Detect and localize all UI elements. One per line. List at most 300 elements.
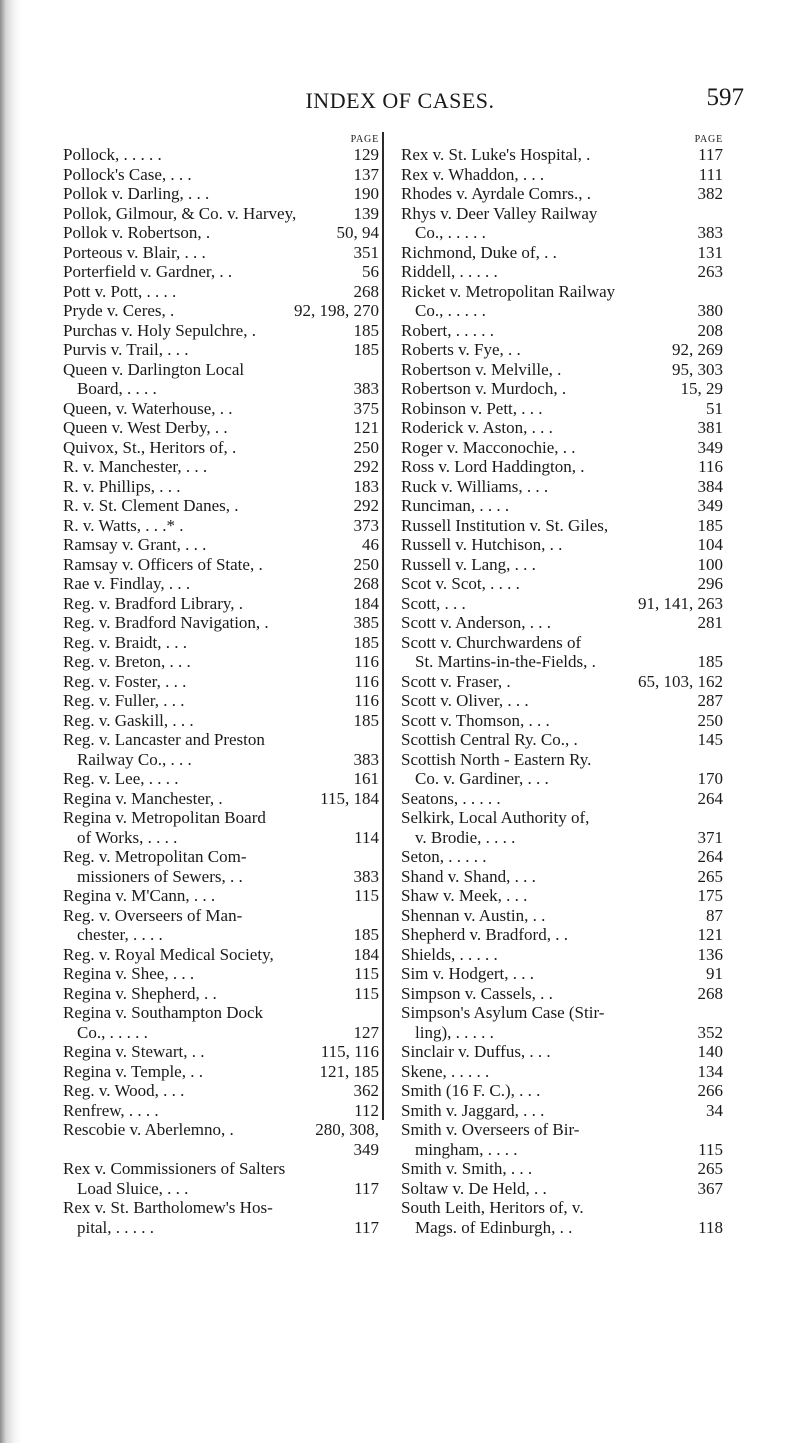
- index-entry: [401, 652, 723, 672]
- case-name: Reg. v. Gaskill, . . .: [63, 710, 194, 730]
- index-entry: [401, 906, 723, 926]
- index-entry: [63, 613, 379, 633]
- index-entry: [63, 906, 379, 926]
- page-reference: 121: [353, 418, 379, 437]
- index-entry: [63, 789, 379, 809]
- index-entry: [63, 301, 379, 321]
- index-entry: [401, 1023, 723, 1043]
- page-reference: 296: [697, 574, 723, 593]
- case-name: Regina v. Southampton Dock: [63, 1003, 264, 1022]
- page-reference: 134: [697, 1061, 723, 1081]
- index-entry: [401, 1140, 723, 1160]
- case-name: Ruck v. Williams, . . .: [401, 476, 549, 496]
- index-entry: [63, 1023, 379, 1043]
- case-name: R. v. Manchester, . . .: [63, 457, 208, 476]
- case-name: Shennan v. Austin, . .: [401, 905, 546, 925]
- page-reference: 137: [353, 164, 379, 184]
- page-reference: 161: [353, 769, 379, 788]
- page-reference: 185: [353, 710, 379, 730]
- case-name: missioners of Sewers, . .: [77, 866, 243, 886]
- page-reference: 292: [353, 496, 379, 515]
- page-reference: 50, 94: [336, 223, 379, 242]
- index-entry: [401, 165, 723, 185]
- case-name: Shields, . . . . .: [401, 944, 498, 964]
- page-reference: 115: [354, 964, 379, 983]
- index-entry: [401, 1042, 723, 1062]
- case-name: Purchas v. Holy Sepulchre, .: [63, 320, 256, 340]
- page-reference: 349: [697, 437, 723, 457]
- page-reference: 51: [706, 398, 723, 418]
- page-reference: 373: [353, 515, 379, 535]
- case-name: Reg. v. Bradford Library, .: [63, 593, 244, 613]
- case-name: v. Brodie, . . . .: [415, 827, 516, 847]
- page-reference: 281: [697, 613, 723, 632]
- case-name: mingham, . . . .: [415, 1139, 518, 1159]
- index-entry: [63, 574, 379, 594]
- case-name: Railway Co., . . .: [77, 749, 192, 769]
- case-name: Shand v. Shand, . . .: [401, 866, 536, 886]
- index-entry: [401, 984, 723, 1004]
- index-entry: [401, 477, 723, 497]
- page-reference: 250: [697, 710, 723, 730]
- page-reference: 292: [353, 457, 379, 476]
- index-entry: [63, 438, 379, 458]
- case-name: Regina v. Stewart, . .: [63, 1042, 205, 1061]
- case-name: Ramsay v. Officers of State, .: [63, 554, 263, 574]
- page-reference: 367: [697, 1178, 723, 1198]
- page-reference: 263: [697, 262, 723, 281]
- case-name: Robinson v. Pett, . . .: [401, 398, 543, 418]
- case-name: Scott v. Oliver, . . .: [401, 691, 529, 710]
- page-reference: 136: [697, 944, 723, 964]
- index-entry: [63, 691, 379, 711]
- page-reference: 139: [353, 203, 379, 223]
- case-name: Regina v. Shepherd, . .: [63, 983, 217, 1003]
- case-name: Russell v. Lang, . . .: [401, 554, 536, 574]
- index-entry: [63, 1081, 379, 1101]
- case-name: of Works, . . . .: [77, 827, 178, 847]
- index-entry: [63, 1179, 379, 1199]
- case-name: chester, . . . .: [77, 925, 163, 944]
- index-entry: [401, 594, 723, 614]
- page-reference: 383: [353, 379, 379, 398]
- index-entry: [401, 438, 723, 458]
- index-entry: [63, 652, 379, 672]
- index-entry: [63, 1042, 379, 1062]
- page-reference: 116: [354, 652, 379, 671]
- case-name: Seatons, . . . . .: [401, 788, 501, 808]
- page-reference: 382: [697, 184, 723, 203]
- index-entry: [63, 769, 379, 789]
- page-column-label: PAGE: [694, 134, 723, 145]
- case-name: Pott v. Pott, . . . .: [63, 281, 177, 301]
- index-entry: [63, 555, 379, 575]
- page-reference: 185: [353, 632, 379, 652]
- case-name: Renfrew, . . . .: [63, 1100, 159, 1120]
- index-entry: [401, 730, 723, 750]
- index-entry: [63, 711, 379, 731]
- case-name: Rex v. Commissioners of Salters: [63, 1159, 286, 1178]
- case-name: Reg. v. Lancaster and Preston: [63, 730, 265, 749]
- index-entry: [401, 1062, 723, 1082]
- index-entry: [401, 1003, 723, 1023]
- page-reference: 95, 303: [672, 359, 723, 379]
- case-name: Queen v. Darlington Local: [63, 359, 245, 379]
- index-entry: [401, 1198, 723, 1218]
- case-name: Reg. v. Royal Medical Society,: [63, 944, 274, 964]
- case-name: pital, . . . . .: [77, 1217, 154, 1237]
- page-reference: 185: [697, 652, 723, 671]
- page-reference: 383: [353, 749, 379, 769]
- case-name: Smith v. Jaggard, . . .: [401, 1100, 545, 1120]
- index-entry: [401, 496, 723, 516]
- case-name: Scottish Central Ry. Co., .: [401, 730, 578, 749]
- page-reference: 118: [698, 1217, 723, 1237]
- case-name: Regina v. Temple, . .: [63, 1061, 203, 1081]
- case-name: Scott v. Churchwardens of: [401, 632, 582, 652]
- index-entry: [401, 535, 723, 555]
- index-entry: [63, 496, 379, 516]
- case-name: Scott, . . .: [401, 593, 466, 613]
- case-name: ling), . . . . .: [415, 1022, 494, 1042]
- index-entry: [63, 184, 379, 204]
- index-entry: [63, 321, 379, 341]
- page-reference: 185: [353, 925, 379, 944]
- index-entry: [401, 925, 723, 945]
- case-name: Simpson's Asylum Case (Stir-: [401, 1003, 605, 1022]
- page-reference: 351: [353, 242, 379, 262]
- index-entry: [63, 399, 379, 419]
- case-name: Rae v. Findlay, . . .: [63, 574, 191, 593]
- page-reference: 127: [353, 1022, 379, 1042]
- case-name: Regina v. Shee, . . .: [63, 964, 195, 983]
- page-reference: 34: [706, 1100, 723, 1120]
- case-name: Reg. v. Bradford Navigation, .: [63, 613, 269, 632]
- page-reference: 114: [354, 827, 379, 847]
- case-name: Porteous v. Blair, . . .: [63, 242, 206, 262]
- index-entry: [63, 418, 379, 438]
- index-entry: [63, 1003, 379, 1023]
- index-entry: [401, 262, 723, 282]
- index-entry: [63, 672, 379, 692]
- page-reference: 375: [353, 398, 379, 418]
- page-reference: 266: [697, 1081, 723, 1100]
- case-name: Russell Institution v. St. Giles,: [401, 515, 609, 535]
- index-entry: [63, 516, 379, 536]
- case-name: Queen, v. Waterhouse, . .: [63, 398, 233, 418]
- case-name: Rescobie v. Aberlemno, .: [63, 1120, 234, 1139]
- case-name: Richmond, Duke of, . .: [401, 242, 557, 262]
- page-reference: 100: [697, 554, 723, 574]
- page-edge-shadow: [0, 0, 22, 1443]
- page-reference: 175: [697, 886, 723, 905]
- case-name: Rex v. St. Luke's Hospital, .: [401, 145, 591, 164]
- page-number: 597: [706, 84, 744, 111]
- page-reference: 115: [354, 886, 379, 905]
- page-reference: 384: [697, 476, 723, 496]
- page-reference: 371: [697, 827, 723, 847]
- case-name: Regina v. Manchester, .: [63, 788, 223, 808]
- case-name: Load Sluice, . . .: [77, 1178, 189, 1198]
- index-entry: [63, 223, 379, 243]
- case-name: Selkirk, Local Authority of,: [401, 808, 590, 827]
- page-reference: 115, 184: [320, 788, 379, 808]
- index-entry: [401, 321, 723, 341]
- page-reference: 104: [697, 535, 723, 554]
- case-name: Reg. v. Foster, . . .: [63, 671, 187, 691]
- page-reference: 380: [697, 301, 723, 320]
- page-reference: 87: [706, 905, 723, 925]
- index-entry: [401, 145, 723, 165]
- page-reference: 91, 141, 263: [638, 593, 723, 613]
- case-name: Smith v. Smith, . . .: [401, 1159, 533, 1178]
- page-reference: 185: [353, 320, 379, 340]
- index-entry: [401, 457, 723, 477]
- index-entry: [63, 535, 379, 555]
- page-reference: 56: [362, 262, 379, 281]
- page-reference: 362: [353, 1081, 379, 1100]
- case-name: Soltaw v. De Held, . .: [401, 1178, 547, 1198]
- page-reference: 170: [697, 769, 723, 788]
- page-reference: 92, 269: [672, 340, 723, 359]
- case-name: Roger v. Macconochie, . .: [401, 437, 576, 457]
- page-reference: 185: [353, 340, 379, 359]
- case-name: R. v. Watts, . . .* .: [63, 515, 184, 535]
- index-column-left: [63, 134, 379, 1237]
- case-name: Smith (16 F. C.), . . .: [401, 1081, 541, 1100]
- case-name: Sinclair v. Duffus, . . .: [401, 1042, 551, 1061]
- index-entry: [401, 301, 723, 321]
- index-entry: [401, 828, 723, 848]
- page-reference: 121: [697, 925, 723, 944]
- index-entry: [401, 223, 723, 243]
- page-reference: 383: [353, 866, 379, 886]
- index-entry: [63, 750, 379, 770]
- case-name: Runciman, . . . .: [401, 496, 510, 515]
- index-entry: [63, 1101, 379, 1121]
- case-name: Reg. v. Lee, . . . .: [63, 769, 179, 788]
- index-entry: [401, 1218, 723, 1238]
- index-column-right: [401, 134, 723, 1237]
- page-reference: 265: [697, 866, 723, 886]
- case-name: Regina v. Metropolitan Board: [63, 808, 266, 827]
- case-name: Scott v. Thomson, . . .: [401, 710, 550, 730]
- page-reference: 208: [697, 320, 723, 340]
- case-name: Scottish North - Eastern Ry.: [401, 749, 592, 769]
- case-name: Robertson v. Murdoch, .: [401, 379, 567, 398]
- case-name: Reg. v. Breton, . . .: [63, 652, 191, 671]
- running-title: INDEX OF CASES.: [305, 88, 495, 113]
- index-entry: [63, 243, 379, 263]
- page-reference: 268: [353, 281, 379, 301]
- column-divider: [382, 132, 384, 1120]
- page-reference: 268: [697, 983, 723, 1003]
- index-entry: [401, 886, 723, 906]
- case-name: Roberts v. Fye, . .: [401, 340, 521, 359]
- index-entry: [401, 418, 723, 438]
- page-reference: 250: [353, 437, 379, 457]
- index-entry: [63, 165, 379, 185]
- index-entry: [401, 945, 723, 965]
- page-reference: 117: [354, 1217, 379, 1237]
- page-reference: 116: [354, 671, 379, 691]
- index-entry: [401, 1179, 723, 1199]
- index-entry: [63, 457, 379, 477]
- case-name: Roderick v. Aston, . . .: [401, 418, 553, 437]
- page-reference: 91: [706, 964, 723, 983]
- page-reference: 116: [354, 691, 379, 710]
- index-entry: [63, 886, 379, 906]
- index-entry: [401, 184, 723, 204]
- case-name: Co., . . . . .: [415, 301, 486, 320]
- case-name: Pollok v. Darling, . . .: [63, 184, 210, 203]
- index-entry: [401, 516, 723, 536]
- index-entry: [63, 633, 379, 653]
- page-reference: 385: [353, 613, 379, 632]
- index-entry: [401, 340, 723, 360]
- case-name: Seton, . . . . .: [401, 847, 487, 866]
- case-name: Scot v. Scot, . . . .: [401, 574, 520, 593]
- case-name: R. v. St. Clement Danes, .: [63, 496, 239, 515]
- index-entry: [401, 379, 723, 399]
- case-name: Reg. v. Metropolitan Com-: [63, 847, 247, 866]
- page-reference: 184: [353, 593, 379, 613]
- case-name: Pollok, Gilmour, & Co. v. Harvey,: [63, 203, 297, 223]
- case-name: Board, . . . .: [77, 379, 157, 398]
- page-reference: 15, 29: [680, 379, 723, 398]
- case-name: St. Martins-in-the-Fields, .: [415, 652, 596, 671]
- page-reference: 268: [353, 574, 379, 593]
- case-name: Co., . . . . .: [415, 223, 486, 242]
- case-name: Robertson v. Melville, .: [401, 359, 562, 379]
- index-entry: [401, 1081, 723, 1101]
- page-reference: 264: [697, 847, 723, 866]
- page-reference: 115, 116: [320, 1042, 379, 1061]
- page-reference: 145: [697, 730, 723, 749]
- case-name: Simpson v. Cassels, . .: [401, 983, 553, 1003]
- index-entry: [63, 477, 379, 497]
- page-reference: 112: [354, 1100, 379, 1120]
- page-reference: 46: [362, 535, 379, 554]
- index-entry: [63, 360, 379, 380]
- case-name: Purvis v. Trail, . . .: [63, 340, 189, 359]
- page-reference: 92, 198, 270: [294, 301, 379, 320]
- index-entry: [63, 340, 379, 360]
- index-entry: [63, 594, 379, 614]
- page-reference: 250: [353, 554, 379, 574]
- index-entry: [63, 282, 379, 302]
- page-reference: 111: [698, 164, 723, 184]
- case-name: Regina v. M'Cann, . . .: [63, 886, 216, 905]
- page-header: [0, 84, 800, 118]
- case-name: Pryde v. Ceres, .: [63, 301, 175, 320]
- page-reference: 287: [697, 691, 723, 710]
- index-entry: [63, 964, 379, 984]
- index-entry: [401, 633, 723, 653]
- index-entry: [401, 282, 723, 302]
- case-name: Pollock's Case, . . .: [63, 164, 192, 184]
- index-entry: [63, 828, 379, 848]
- index-entry: [63, 1120, 379, 1140]
- page-reference: 190: [353, 184, 379, 203]
- index-entry: [401, 360, 723, 380]
- case-name: Robert, . . . . .: [401, 320, 495, 340]
- page-reference: 185: [697, 515, 723, 535]
- case-name: Ramsay v. Grant, . . .: [63, 535, 207, 554]
- index-entry: [401, 847, 723, 867]
- index-entry: [63, 984, 379, 1004]
- case-name: Reg. v. Overseers of Man-: [63, 905, 243, 925]
- page-reference: 184: [353, 944, 379, 964]
- index-entry: [401, 1101, 723, 1121]
- page-reference: 65, 103, 162: [638, 671, 723, 691]
- case-name: Reg. v. Fuller, . . .: [63, 691, 185, 710]
- page-reference: 115: [354, 983, 379, 1003]
- case-name: Rex v. Whaddon, . . .: [401, 164, 545, 184]
- page-reference: 116: [698, 457, 723, 476]
- case-name: R. v. Phillips, . . .: [63, 476, 181, 496]
- case-name: Reg. v. Wood, . . .: [63, 1081, 185, 1100]
- page-reference: 129: [353, 145, 379, 164]
- page-reference: 117: [354, 1178, 379, 1198]
- index-entry: [63, 945, 379, 965]
- case-name: Ross v. Lord Haddington, .: [401, 457, 585, 476]
- case-name: Mags. of Edinburgh, . .: [415, 1217, 573, 1237]
- page-reference: 349: [353, 1139, 379, 1159]
- index-entry: [401, 1120, 723, 1140]
- case-name: Sim v. Hodgert, . . .: [401, 964, 535, 983]
- index-entry: [63, 925, 379, 945]
- page-column-label: PAGE: [350, 134, 379, 145]
- index-entry: [63, 1062, 379, 1082]
- index-entry: [63, 262, 379, 282]
- index-entry: [63, 1140, 379, 1160]
- case-name: Smith v. Overseers of Bir-: [401, 1120, 580, 1139]
- index-entry: [63, 808, 379, 828]
- case-name: Riddell, . . . . .: [401, 262, 498, 281]
- index-entry: [401, 574, 723, 594]
- index-entry: [401, 789, 723, 809]
- case-name: Rhodes v. Ayrdale Comrs., .: [401, 184, 591, 203]
- case-name: Quivox, St., Heritors of, .: [63, 437, 237, 457]
- page-reference: 131: [697, 242, 723, 262]
- page-reference: 265: [697, 1159, 723, 1178]
- case-name: Reg. v. Braidt, . . .: [63, 632, 188, 652]
- index-entry: [63, 1218, 379, 1238]
- index-entry: [401, 867, 723, 887]
- index-entry: [63, 730, 379, 750]
- case-name: Rex v. St. Bartholomew's Hos-: [63, 1198, 273, 1217]
- case-name: Queen v. West Derby, . .: [63, 418, 228, 437]
- page-reference: 352: [697, 1022, 723, 1042]
- index-entry: [401, 691, 723, 711]
- page-reference: 264: [697, 788, 723, 808]
- index-entry: [401, 1159, 723, 1179]
- index-entry: [63, 1159, 379, 1179]
- index-entry: [63, 204, 379, 224]
- index-entry: [401, 204, 723, 224]
- page-reference: 280, 308,: [315, 1120, 379, 1139]
- index-entry: [401, 613, 723, 633]
- index-entry: [401, 808, 723, 828]
- page-reference: 121, 185: [319, 1061, 379, 1081]
- case-name: Co., . . . . .: [77, 1022, 148, 1042]
- case-name: South Leith, Heritors of, v.: [401, 1198, 584, 1217]
- case-name: Rhys v. Deer Valley Railway: [401, 203, 598, 223]
- index-entry: [401, 769, 723, 789]
- case-name: Porterfield v. Gardner, . .: [63, 262, 233, 281]
- case-name: Shepherd v. Bradford, . .: [401, 925, 568, 944]
